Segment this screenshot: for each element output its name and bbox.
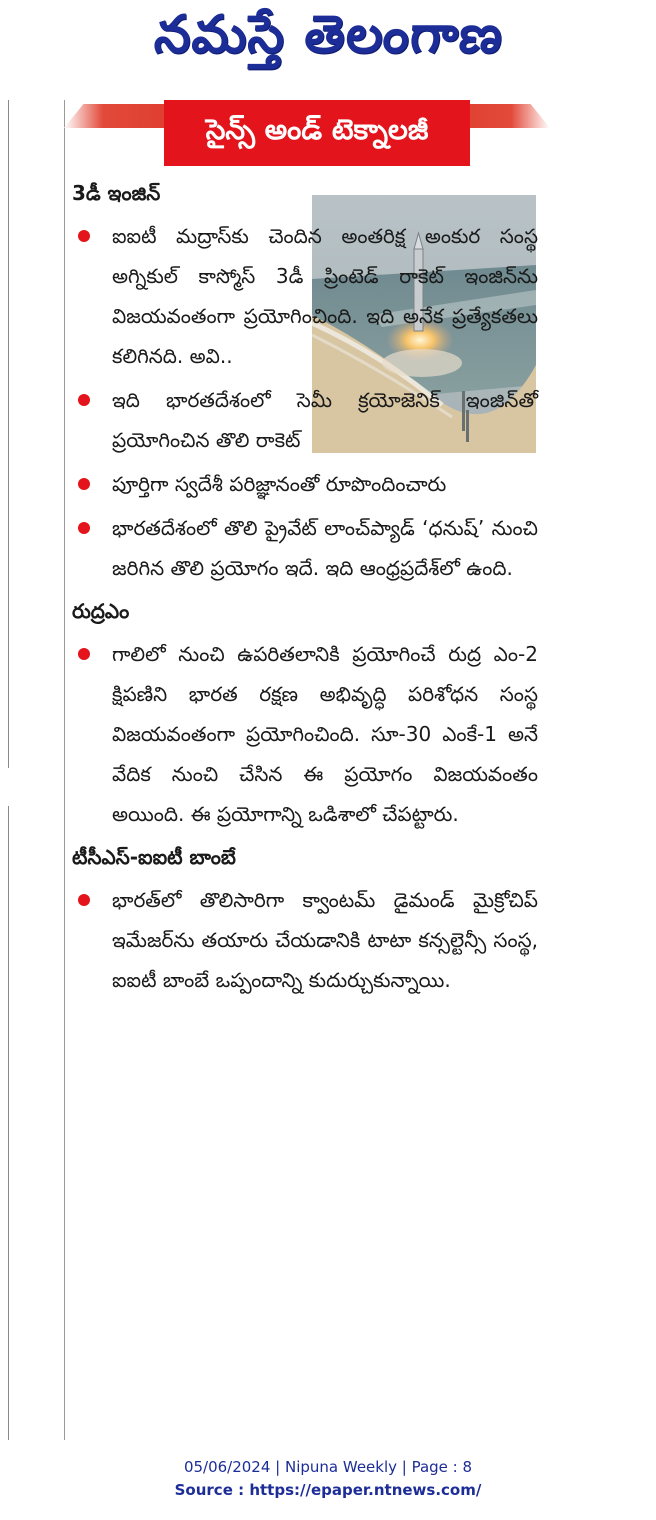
- section-heading-tcs-iit-bombay: టీసీఎస్-ఐఐటీ బాంబే: [72, 845, 236, 869]
- list-item: [72, 508, 538, 588]
- column-divider-left-lower: [8, 806, 9, 1440]
- list-item: [72, 380, 538, 460]
- masthead-title: నమస్తే తెలంగాణ: [151, 4, 505, 65]
- footer-date-line: 05/06/2024 | Nipuna Weekly | Page : 8: [183, 1458, 473, 1476]
- section-heading-3d-engine: 3డీ ఇంజిన్: [72, 181, 161, 205]
- bullet-text: భారతదేశంలో తొలి ప్రైవేట్ లాంచ్‌ప్యాడ్ ‘ధనుష్’ నుంచి జరిగిన తొలి ప్రయోగం ఇదే. ఇది ఆంధ్రప్రదేశ్‌లో ఉంది.: [112, 516, 538, 580]
- bullet-text: పూర్తిగా స్వదేశీ పరిజ్ఞానంతో రూపొందించారు: [112, 472, 447, 496]
- list-item: [72, 880, 538, 1000]
- list-item: [72, 634, 538, 834]
- footer-source-line: Source : https://epaper.ntnews.com/: [174, 1481, 482, 1499]
- bullet-icon: [78, 230, 90, 242]
- list-item: [72, 464, 538, 504]
- section-banner: [164, 100, 470, 166]
- column-divider-main: [64, 100, 65, 1440]
- bullet-text: ఇది భారతదేశంలో సెమీ క్రయోజెనిక్ ఇంజిన్‌తో ప్రయోగించిన తొలి రాకెట్: [112, 388, 538, 452]
- section-heading-rudram: రుద్రఎం: [72, 599, 130, 623]
- masthead: [0, 6, 656, 76]
- bullet-icon: [78, 478, 90, 490]
- bullet-text: ఐఐటీ మద్రాస్‌కు చెందిన అంతరిక్ష అంకుర సంస్థ అగ్నికుల్ కాస్మోస్ 3డీ ప్రింటెడ్ రాకెట్ ఇంజిన్‌ను విజయవంతంగా ప్రయోగించింది. ఇది అనేక ప్రత్యేకతలు కలిగినది. అవి..: [112, 224, 538, 368]
- page-footer: [0, 1456, 656, 1502]
- column-divider-left-upper: [8, 100, 9, 768]
- article-body: [72, 176, 538, 1000]
- bullet-icon: [78, 648, 90, 660]
- list-item: [72, 216, 538, 376]
- bullet-icon: [78, 394, 90, 406]
- bullet-icon: [78, 522, 90, 534]
- section-banner-title: సైన్స్ అండ్ టెక్నాలజీ: [205, 113, 429, 146]
- bullet-icon: [78, 894, 90, 906]
- bullet-text: గాలిలో నుంచి ఉపరితలానికి ప్రయోగించే రుద్ర ఎం-2 క్షిపణిని భారత రక్షణ అభివృద్ధి పరిశోధన సంస్థ విజయవంతంగా ప్రయోగించింది. సూ-30 ఎంకే-1 అనే వేదిక నుంచి చేసిన ఈ ప్రయోగం విజయవంతం అయింది. ఈ ప్రయోగాన్ని ఒడిశాలో చేపట్టారు.: [112, 642, 538, 826]
- bullet-text: భారత్‌లో తొలిసారిగా క్వాంటమ్ డైమండ్ మైక్రోచిప్ ఇమేజర్‌ను తయారు చేయడానికి టాటా కన్సల్టెన్సీ సంస్థ, ఐఐటీ బాంబే ఒప్పందాన్ని కుదుర్చుకున్నాయి.: [112, 888, 538, 992]
